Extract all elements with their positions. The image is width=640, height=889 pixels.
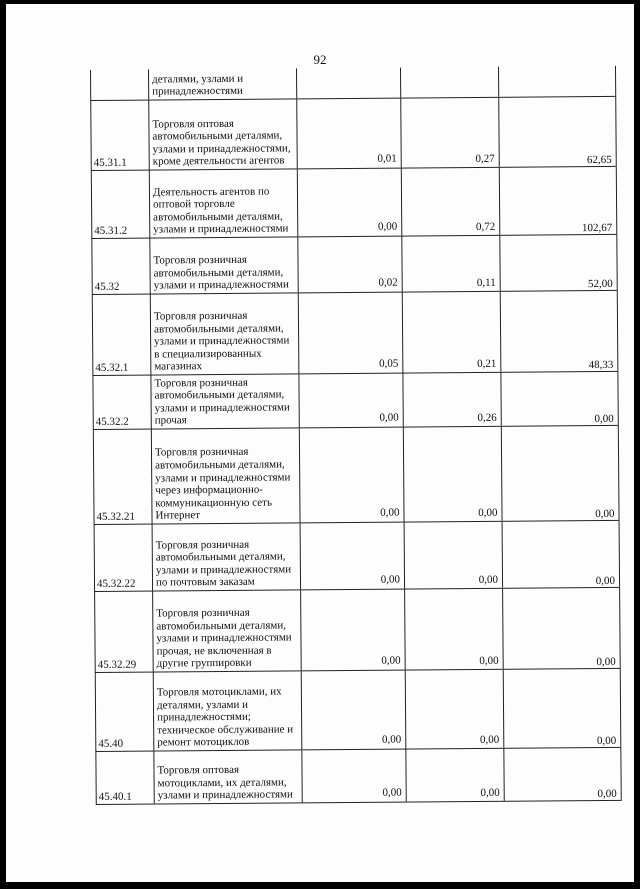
value-cell-3: [498, 66, 616, 97]
name-text: деталями, узлами и принадлежностями: [152, 72, 244, 98]
name-cell: [153, 750, 301, 803]
name-text: Торговля розничная автомобильными деталями, узлами и принадлежностями прочая, не включенная в другие группировки: [156, 606, 292, 670]
value-3: 0,00: [597, 787, 617, 801]
name-text: Торговля розничная автомобильными деталями, узлами и принадлежностями по почтовым заказам: [155, 538, 292, 589]
name-cell: [149, 237, 297, 293]
code-text: 45.32.2: [95, 415, 129, 428]
code-text: 45.32: [94, 280, 120, 293]
value-cell-1: [296, 68, 400, 99]
value-cell-3: [500, 372, 618, 426]
value-2: 0,26: [477, 411, 497, 424]
value-cell-3: [502, 521, 621, 588]
value-3: 0,00: [596, 734, 617, 748]
value-3: 0,00: [594, 412, 614, 426]
value-cell-3: [498, 97, 617, 167]
value-2: 0,00: [478, 506, 498, 519]
value-cell-1: [296, 99, 401, 169]
value-cell-1: [301, 671, 406, 750]
table-row: [90, 66, 616, 101]
value-2: 0,00: [479, 733, 500, 746]
value-cell-2: [400, 98, 499, 168]
name-cell: [148, 99, 297, 169]
table-row: [92, 372, 618, 430]
code-text: 45.31.1: [93, 156, 127, 169]
value-1: 0,00: [382, 786, 402, 799]
name-cell: [150, 374, 298, 428]
table-row: [91, 167, 618, 239]
code-text: 45.40.1: [98, 790, 132, 803]
value-cell-2: [404, 589, 503, 670]
name-text: Торговля оптовая мотоциклами, их деталями, узлами и принадлежностями: [157, 764, 293, 802]
table-row: [95, 748, 621, 805]
name-text: Торговля розничная автомобильными деталями, узлами и принадлежностями: [153, 253, 289, 292]
code-cell: [92, 295, 151, 375]
value-1: 0,00: [377, 220, 398, 233]
value-1: 0,02: [378, 276, 398, 289]
name-text: Торговля оптовая автомобильными деталями, узлами и принадлежностями, кроме деятельности агентов: [152, 117, 291, 168]
value-cell-1: [300, 590, 405, 671]
code-cell: [95, 752, 153, 804]
value-cell-1: [298, 374, 402, 428]
okved-table: [90, 66, 622, 804]
value-1: 0,00: [381, 733, 402, 746]
table-row: [91, 235, 617, 295]
code-cell: [94, 592, 153, 672]
value-3: 0,00: [595, 574, 616, 588]
value-cell-3: [499, 167, 618, 235]
value-3: 52,00: [587, 277, 613, 291]
value-2: 0,72: [475, 220, 496, 233]
code-text: 45.32.22: [96, 577, 136, 590]
name-cell: [148, 68, 296, 99]
page-number: 92: [313, 52, 327, 67]
name-text: Торговля розничная автомобильными деталями, узлами и принадлежностями в специализированных магазинах: [153, 309, 290, 373]
table-row: [94, 521, 621, 592]
value-3: 102,67: [581, 221, 613, 235]
name-cell: [151, 428, 300, 523]
value-2: 0,00: [478, 573, 499, 586]
value-3: 0,00: [595, 507, 615, 521]
code-cell: [94, 525, 153, 591]
value-cell-1: [301, 750, 405, 803]
value-cell-3: [503, 748, 621, 801]
value-1: 0,00: [380, 506, 400, 519]
name-text: Торговля мотоциклами, их деталями, узлами и принадлежностями; техническое обслуживание и ремонт мотоциклов: [156, 685, 294, 749]
value-cell-1: [297, 169, 402, 237]
table-row: [95, 669, 622, 752]
value-cell-2: [402, 292, 501, 373]
value-cell-3: [499, 235, 617, 291]
value-2: 0,00: [480, 786, 500, 799]
name-text: Деятельность агентов по оптовой торговле автомобильными деталями, узлами и принадлежностями: [152, 185, 289, 236]
table-row: [93, 426, 620, 525]
code-cell: [91, 171, 150, 238]
name-cell: [152, 523, 301, 590]
value-cell-1: [298, 293, 403, 374]
value-cell-2: [403, 427, 502, 522]
value-cell-3: [503, 669, 622, 748]
value-cell-3: [501, 426, 620, 521]
document-page: [6, 4, 634, 882]
name-cell: [150, 293, 299, 374]
name-text: Торговля розничная автомобильными деталями, узлами и принадлежностями через информационно-коммуникационную сеть Интернет: [154, 446, 291, 522]
code-cell: [95, 673, 154, 751]
value-cell-2: [405, 749, 503, 802]
value-1: 0,00: [381, 654, 401, 667]
code-text: 45.40: [98, 737, 124, 750]
value-2: 0,00: [479, 654, 499, 667]
value-cell-2: [404, 522, 503, 589]
code-text: 45.32.29: [97, 658, 137, 671]
value-2: 0,21: [477, 357, 497, 370]
code-cell: [90, 70, 148, 100]
code-cell: [91, 239, 149, 294]
name-cell: [153, 671, 302, 750]
value-3: 0,00: [596, 655, 616, 669]
value-cell-1: [300, 523, 405, 590]
value-1: 0,05: [379, 357, 399, 370]
value-3: 62,65: [586, 153, 612, 167]
code-text: 45.31.2: [94, 224, 128, 237]
table-row: [90, 97, 617, 171]
table-row: [92, 291, 619, 376]
value-cell-2: [401, 168, 500, 236]
value-cell-1: [299, 428, 404, 523]
code-text: 45.32.1: [95, 361, 129, 374]
value-cell-2: [402, 373, 500, 427]
value-1: 0,00: [379, 411, 399, 424]
code-cell: [90, 101, 149, 170]
name-cell: [152, 590, 301, 671]
code-text: 45.32.21: [96, 510, 136, 523]
value-1: 0,00: [380, 573, 401, 586]
code-cell: [92, 376, 150, 429]
value-1: 0,01: [377, 152, 397, 165]
value-cell-2: [405, 670, 504, 749]
value-cell-1: [297, 237, 401, 293]
value-3: 48,33: [588, 358, 614, 372]
table-row: [94, 588, 621, 673]
value-cell-3: [500, 291, 619, 372]
code-cell: [93, 430, 152, 524]
value-2: 0,11: [476, 276, 496, 289]
value-cell-3: [502, 588, 621, 669]
value-cell-2: [400, 67, 498, 98]
name-cell: [149, 169, 298, 237]
value-cell-2: [401, 236, 499, 292]
name-text: Торговля розничная автомобильными деталями, узлами и принадлежностями прочая: [154, 376, 290, 427]
value-2: 0,27: [475, 152, 495, 165]
